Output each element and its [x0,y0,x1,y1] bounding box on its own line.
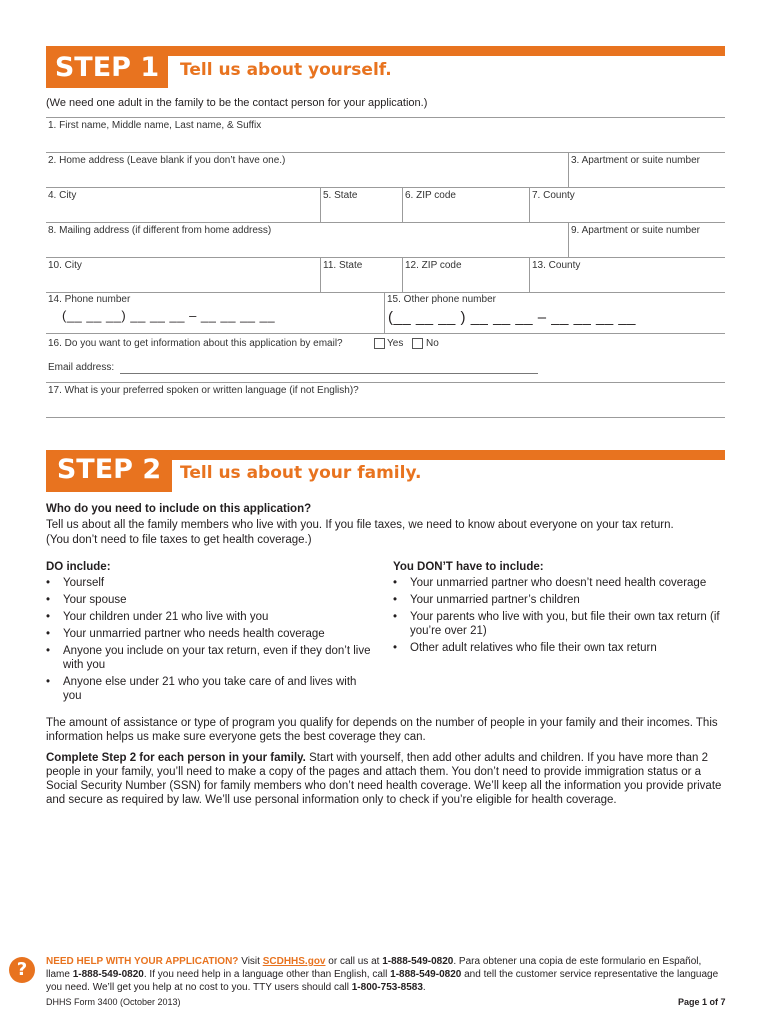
step2-title: Tell us about your family. [180,463,422,483]
divider [568,152,569,187]
complete-step2-text: Start with yourself, then add other adults and children. If you have more than 2 people in your family, you’ll need to make a copy of the pages and attach them. You don’t need to provide immigration status or a Social Security Number (SSN) for family members who don’t need health coverage. We’ll keep all the information you provide private and secure as required by law. We’ll use personal information only to check if you’re eligible for health coverage. [46,752,722,806]
divider [402,187,403,222]
mailing-apartment-field[interactable]: 9. Apartment or suite number [571,225,700,236]
email-no-checkbox[interactable] [412,338,423,349]
step1-badge: STEP 1 [46,46,168,88]
divider [46,152,725,153]
divider [46,333,725,334]
list-item: • Your parents who live with you, but file their own tax return (if you’re over 21) [393,610,728,638]
other-phone-field[interactable]: 15. Other phone number [387,294,496,305]
help-heading: NEED HELP WITH YOUR APPLICATION? [46,956,239,967]
list-item: • Anyone you include on your tax return, even if they don’t live with you [46,644,376,672]
divider [529,257,530,292]
step2-badge: STEP 2 [46,450,172,492]
divider [568,222,569,257]
list-item: • Your unmarried partner who doesn’t need health coverage [393,576,728,590]
email-yes-label: Yes [387,338,404,349]
help-phone-2: 1-888-549-0820 [72,969,144,980]
divider [46,382,725,383]
home-address-field[interactable]: 2. Home address (Leave blank if you don’t have one.) [48,155,286,166]
divider [529,187,530,222]
assistance-paragraph: The amount of assistance or type of program you qualify for depends on the number of people in your family and their incomes. This information helps us make sure everyone gets the best coverage they can. [46,717,718,743]
page-number: Page 1 of 7 [678,997,726,1007]
complete-step2-bold: Complete Step 2 for each person in your family. [46,752,306,764]
help-tty: 1-800-753-8583 [351,982,423,993]
list-item: • Other adult relatives who file their own tax return [393,641,728,655]
mailing-county-field[interactable]: 13. County [532,260,581,271]
mailing-zip-field[interactable]: 12. ZIP code [405,260,462,271]
other-phone-mask[interactable]: (__ __ __ ) __ __ __ – __ __ __ __ [388,309,637,326]
first-name-field[interactable]: 1. First name, Middle name, Last name, & Suffix [48,120,262,131]
help-language: . If you need help in a language other than English, call [143,969,391,980]
help-spanish: . Para obtener una copia de este formulario en Español, llame [46,956,702,980]
apartment-field[interactable]: 3. Apartment or suite number [571,155,700,166]
divider [384,292,385,333]
city-field[interactable]: 4. City [48,190,77,201]
email-question: 16. Do you want to get information about this application by email? [48,338,343,349]
divider [46,117,725,118]
step1-intro: (We need one adult in the family to be the contact person for your application.) [46,97,428,109]
zip-field[interactable]: 6. ZIP code [405,190,456,201]
list-item: • Your unmarried partner’s children [393,593,728,607]
help-text [46,955,726,994]
help-language-2: and tell the customer service representative the language you need. We’ll get you help at no cost to you. TTY users should call [46,969,719,993]
mailing-address-field[interactable]: 8. Mailing address (if different from home address) [48,225,272,236]
mailing-state-field[interactable]: 11. State [323,260,363,271]
step1-title: Tell us about yourself. [180,60,392,80]
email-address-label: Email address: [48,362,115,373]
do-include-heading: DO include: [46,561,111,573]
mailing-city-field[interactable]: 10. City [48,260,82,271]
phone-field[interactable]: 14. Phone number [48,294,131,305]
state-field[interactable]: 5. State [323,190,358,201]
divider [402,257,403,292]
list-item: • Your unmarried partner who needs health coverage [46,627,376,641]
help-phone-1: 1-888-549-0820 [382,956,454,967]
help-call: or call us at [325,956,383,967]
divider [46,187,725,188]
list-item: • Anyone else under 21 who you take care of and lives with you [46,675,376,703]
divider [46,257,725,258]
help-end: . [422,982,426,993]
include-intro: Tell us about all the family members who live with you. If you file taxes, we need to know about everyone on your tax return. [46,519,674,531]
list-item: • Your spouse [46,593,376,607]
list-item: • Yourself [46,576,376,590]
form-id: DHHS Form 3400 (October 2013) [46,997,181,1007]
include-intro-note: (You don’t need to file taxes to get health coverage.) [46,534,312,546]
divider [46,222,725,223]
include-question: Who do you need to include on this application? [46,503,312,515]
email-no-label: No [426,338,439,349]
dont-include-heading: You DON’T have to include: [393,561,544,573]
county-field[interactable]: 7. County [532,190,575,201]
do-include-list [46,576,376,706]
email-yes-checkbox[interactable] [374,338,385,349]
divider [46,417,725,418]
divider [320,187,321,222]
divider [46,292,725,293]
divider [320,257,321,292]
help-icon: ? [9,957,35,983]
phone-mask[interactable]: (__ __ __) __ __ __ – __ __ __ __ [62,308,276,323]
email-address-input[interactable] [120,373,538,374]
help-phone-3: 1-888-549-0820 [390,969,462,980]
dont-include-list [393,576,728,658]
website-link[interactable]: SCDHHS.gov [262,956,326,967]
complete-step2-paragraph [46,751,730,807]
language-field[interactable]: 17. What is your preferred spoken or written language (if not English)? [48,385,359,396]
help-visit: Visit [238,956,263,967]
list-item: • Your children under 21 who live with you [46,610,376,624]
